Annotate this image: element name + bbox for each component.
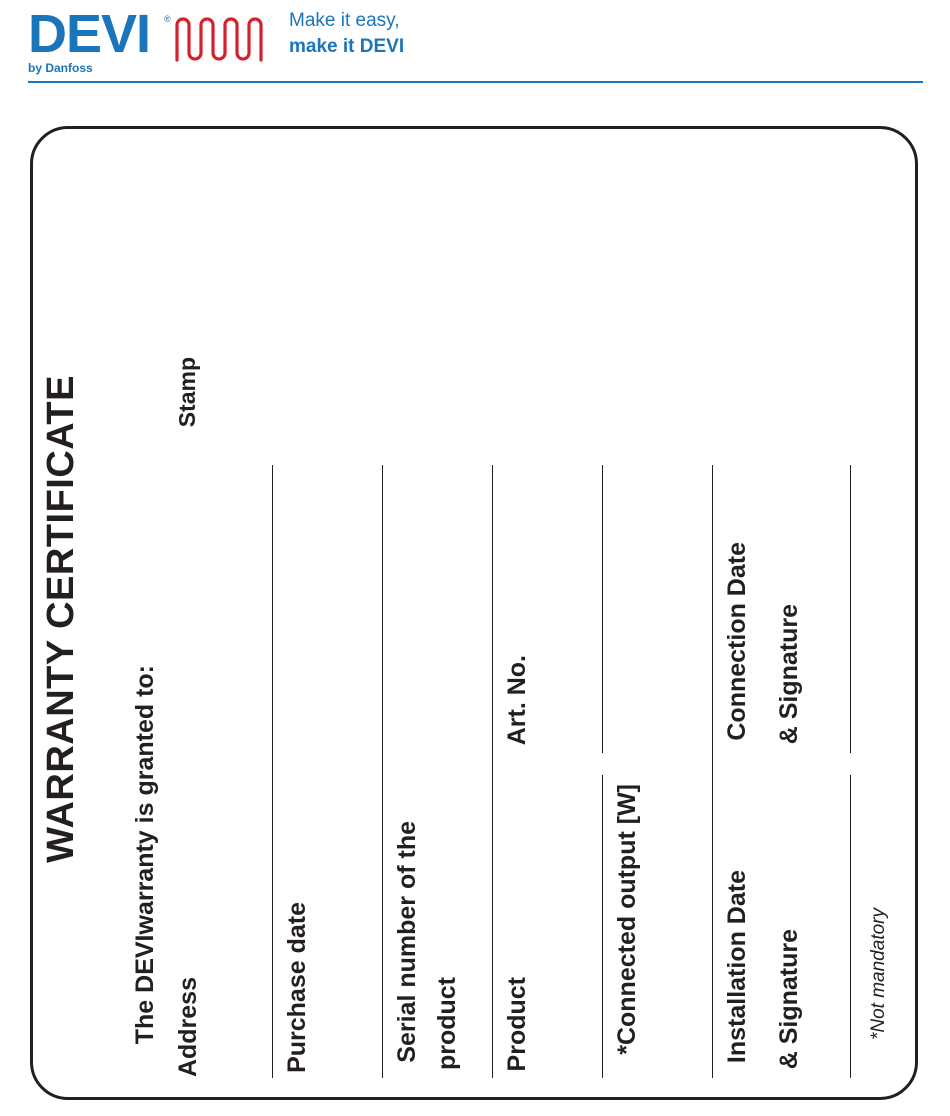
not-mandatory-footnote: *Not mandatory — [868, 908, 889, 1041]
grant-statement — [131, 665, 160, 1044]
serial-number-label-line-2: product — [433, 977, 461, 1071]
address-label: Address — [174, 977, 202, 1078]
installation-label-line-2: & Signature — [775, 929, 803, 1070]
grant-brand: DEVI — [131, 934, 159, 993]
art-no-label: Art. No. — [503, 655, 531, 746]
grant-suffix: warranty is granted to: — [131, 665, 159, 935]
serial-number-label-line-1: Serial number of the — [393, 821, 421, 1063]
tagline — [289, 8, 404, 60]
connection-field-line — [850, 465, 851, 753]
tagline-line-1: Make it easy, — [289, 10, 400, 31]
logo-subtitle: by Danfoss — [28, 61, 93, 75]
logo-wordmark: DEVI — [28, 4, 151, 64]
tagline-line-2: make it DEVI — [289, 36, 405, 57]
installation-field-line — [712, 465, 713, 1078]
product-field-line — [492, 465, 493, 1078]
registered-mark: ® — [164, 14, 171, 24]
footer-field-line — [850, 775, 851, 1078]
serial-number-field-line — [382, 465, 383, 1078]
connected-output-label: *Connected output [W] — [613, 784, 641, 1055]
grant-prefix: The — [131, 992, 159, 1045]
purchase-date-label: Purchase date — [283, 902, 311, 1073]
stamp-label: Stamp — [174, 357, 200, 428]
certificate-title: WARRANTY CERTIFICATE — [40, 375, 82, 863]
art-no-field-line — [602, 465, 603, 753]
header-divider — [28, 81, 923, 83]
connection-label-line-2: & Signature — [775, 604, 803, 745]
connected-output-field-line — [602, 775, 603, 1078]
purchase-date-field-line — [272, 465, 273, 1078]
installation-label-line-1: Installation Date — [723, 870, 751, 1064]
connection-label-line-1: Connection Date — [723, 542, 751, 741]
heating-cable-icon — [174, 16, 276, 62]
product-label: Product — [503, 977, 531, 1072]
devi-logo — [28, 6, 258, 78]
